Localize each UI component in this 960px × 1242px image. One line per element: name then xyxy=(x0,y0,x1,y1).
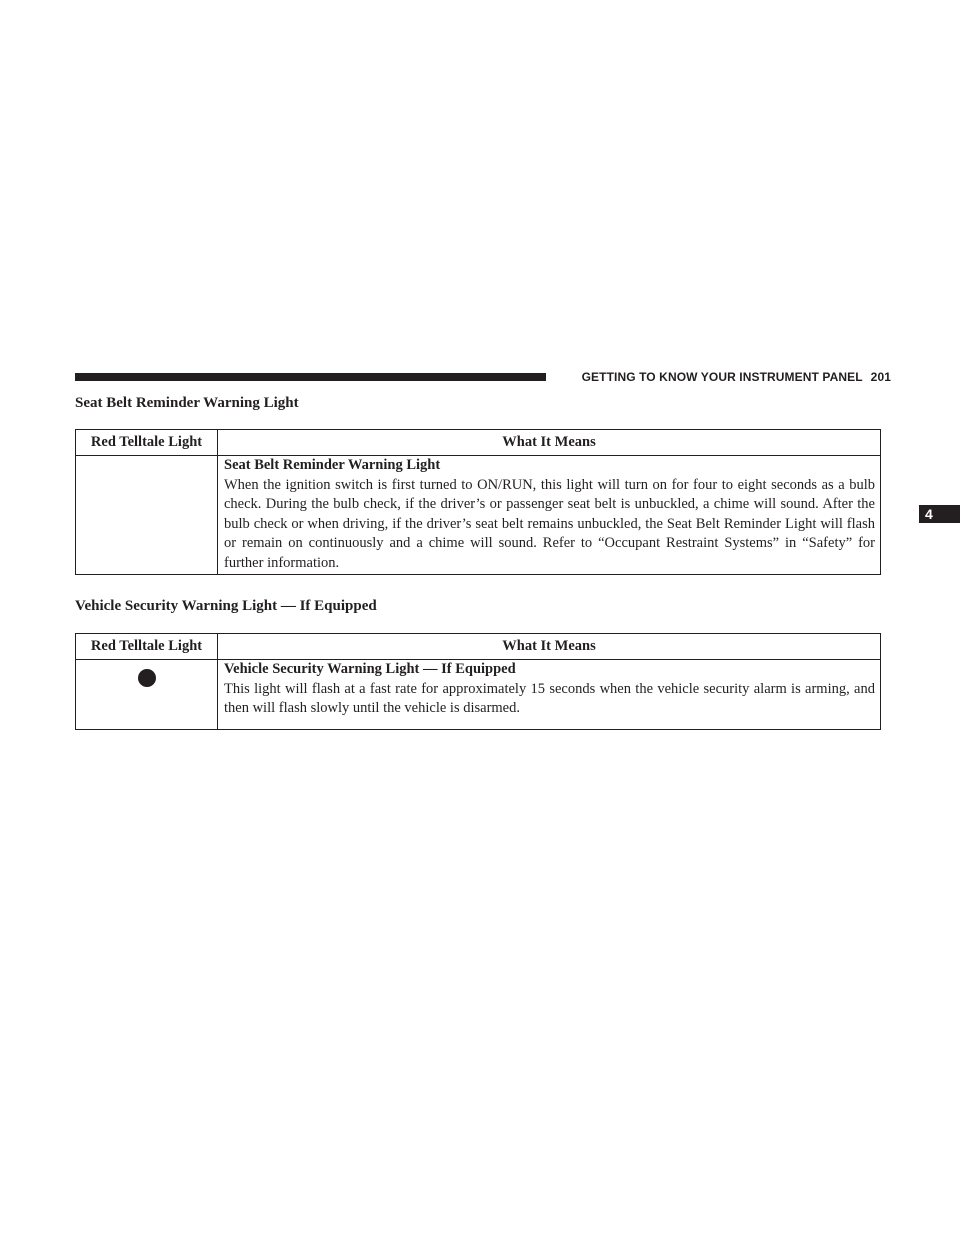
meaning-subtitle: Seat Belt Reminder Warning Light xyxy=(224,457,441,473)
section-title: Seat Belt Reminder Warning Light xyxy=(75,395,299,411)
table-row xyxy=(76,660,881,730)
solid-dot-icon xyxy=(138,669,156,687)
meaning-subtitle: Vehicle Security Warning Light — If Equipped xyxy=(224,661,516,677)
section-title: Vehicle Security Warning Light — If Equipped xyxy=(75,598,377,614)
column-header-meaning: What It Means xyxy=(218,634,881,660)
column-header-telltale: Red Telltale Light xyxy=(76,430,218,456)
chapter-tab: 4 xyxy=(919,505,960,523)
column-header-meaning: What It Means xyxy=(218,430,881,456)
table-header-row xyxy=(76,430,881,456)
telltale-icon-cell xyxy=(76,456,218,575)
running-head-title: GETTING TO KNOW YOUR INSTRUMENT PANEL xyxy=(581,370,863,384)
column-header-telltale: Red Telltale Light xyxy=(76,634,218,660)
meaning-text: When the ignition switch is first turned to ON/RUN, this light will turn on for four to eight seconds as a bulb check. During the bulb check, if the driver’s or passenger seat belt is unbuckled, a chime will sound. After the bulb check or when driving, if the driver’s seat belt remains unbuckled, the Seat Belt Reminder Light will flash or remain on continuously and a chime will sound. Refer to “Occupant Restraint Systems” in “Safety” for further information. xyxy=(224,476,875,571)
table-row xyxy=(76,456,881,575)
header-rule xyxy=(75,373,546,381)
meaning-cell xyxy=(218,660,881,730)
telltale-table xyxy=(75,429,881,575)
running-head xyxy=(582,369,891,385)
meaning-text: This light will flash at a fast rate for approximately 15 seconds when the vehicle security alarm is arming, and then will flash slowly until the vehicle is disarmed. xyxy=(224,680,875,716)
table-header-row xyxy=(76,634,881,660)
page-number: 201 xyxy=(870,370,891,384)
meaning-cell xyxy=(218,456,881,575)
telltale-table xyxy=(75,633,881,730)
telltale-icon-cell xyxy=(76,660,218,730)
